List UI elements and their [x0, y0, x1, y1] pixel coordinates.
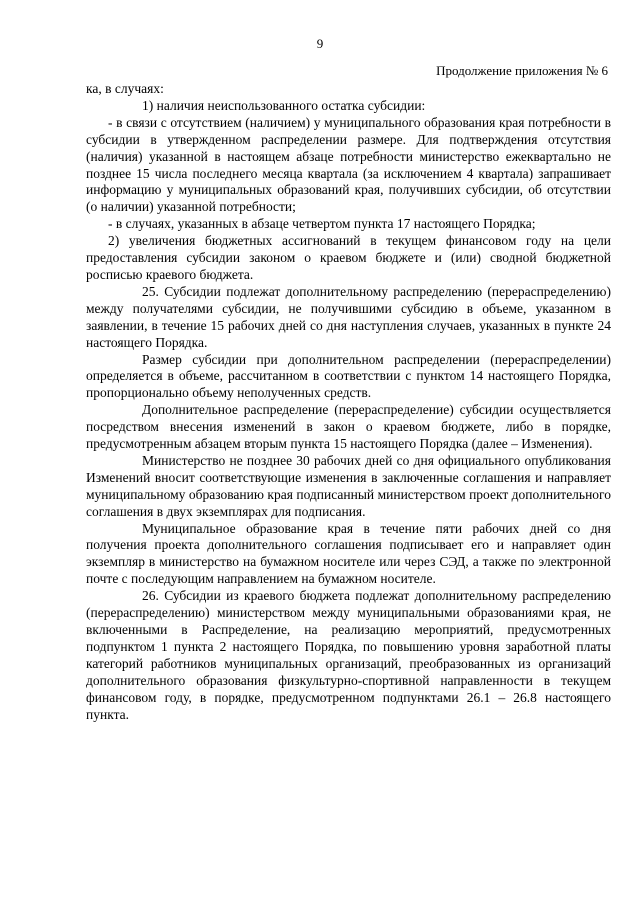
paragraph-item-1: 1) наличия неиспользованного остатка субсидии: — [142, 97, 426, 113]
paragraph-ministry: Министерство не позднее 30 рабочих дней со дня официального опубликования Изменений вносит соответствующие изменения в заключенные соглашения и направляет муниципальному образованию края подписанный министерством проект дополнительного соглашения в двух экземплярах для подписания. — [86, 452, 611, 519]
appendix-continuation-note: Продолжение приложения № 6 — [436, 63, 608, 78]
paragraph-municipality: Муниципальное образование края в течение пяти рабочих дней со дня получения проекта дополнительного соглашения подписывает его и направляет один экземпляр в министерство на бумажном носителе или через СЭД, а также по электронной почте с последующим направлением на бумажном носителе. — [86, 520, 611, 587]
paragraph-subsidy-size: Размер субсидии при дополнительном распределении (перераспределении) определяется в объеме, рассчитанном в соответствии с пунктом 14 настоящего Порядка, пропорционально объему неполученных средств. — [86, 351, 611, 401]
paragraph-redistribution: Дополнительное распределение (перераспределение) субсидии осуществляется посредством внесения изменений в закон о краевом бюджете, либо в порядке, предусмотренным абзацем вторым пункта 15 настоящего Порядка (далее – Изменения). — [86, 402, 611, 452]
page-number: 9 — [316, 36, 324, 51]
paragraph-dash-need: - в связи с отсутствием (наличием) у муниципального образования края потребности в субсидии в утвержденном распределении размере. Для подтверждения отсутствия (наличия) указанной в настоящем абзаце потребности министерство ежеквартально не позднее 15 числа последнего месяца квартала (за исключением 4 квартала) запрашивает информацию у муниципальных образований края, получивших субсидии, об отсутствии (о наличии) указанной потребности; — [86, 114, 611, 215]
paragraph-continuation: ка, в случаях: — [86, 81, 164, 96]
paragraph-dash-cases: - в случаях, указанных в абзаце четвертом пункта 17 настоящего Порядка; — [108, 216, 536, 232]
paragraph-clause-25: 25. Субсидии подлежат дополнительному распределению (перераспределению) между получателями субсидии, не получившими субсидию в объеме, указанном в заявлении, в течение 15 рабочих дней со дня наступления случаев, указанных в пункте 24 настоящего Порядка. — [86, 283, 611, 350]
body-text — [86, 81, 611, 723]
paragraph-clause-26: 26. Субсидии из краевого бюджета подлежат дополнительному распределению (перераспределению) министерством между муниципальными образованиями края, не включенными в Распределение, на реализацию мероприятий, предусмотренных подпунктом 1 пункта 2 настоящего Порядка, по повышению уровня заработной платы категорий работников муниципальных организаций, преобразованных из организаций дополнительного образования физкультурно-спортивной направленности в текущем финансовом году, в порядке, предусмотренном подпунктами 26.1 – 26.8 настоящего пункта. — [86, 588, 611, 722]
paragraph-item-2: 2) увеличения бюджетных ассигнований в текущем финансовом году на цели предоставления субсидии законом о краевом бюджете и (или) сводной бюджетной росписью краевого бюджета. — [86, 233, 611, 282]
